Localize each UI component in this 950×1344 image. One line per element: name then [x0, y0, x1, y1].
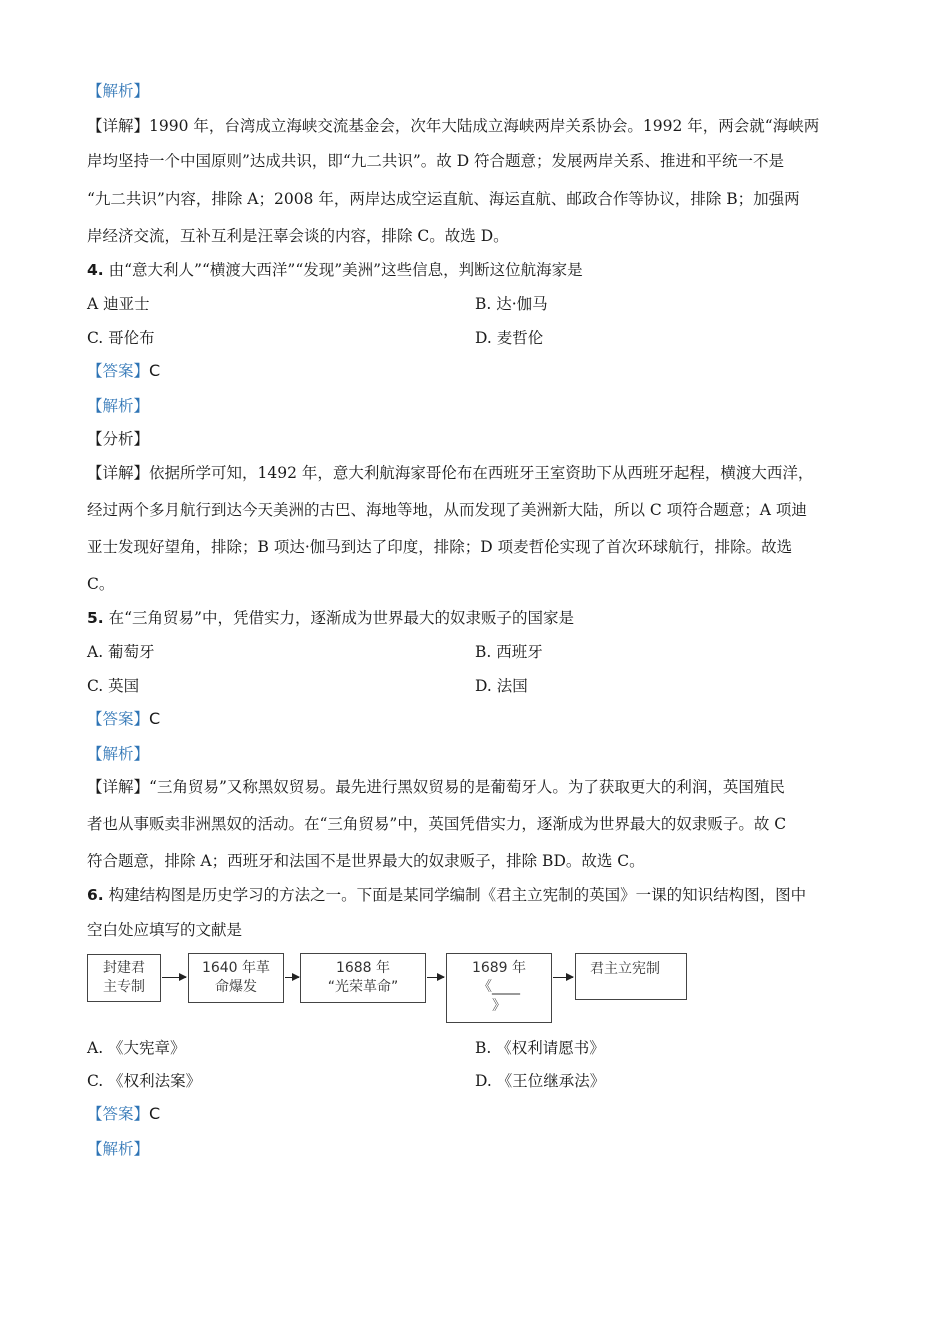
- diagram-box-1689-blank: 1689 年 《____ 》: [446, 953, 552, 1023]
- q4-detail-line-1: 【详解】依据所学可知，1492 年，意大利航海家哥伦布在西班牙王室资助下从西班牙起程，横渡大西洋，: [87, 464, 814, 482]
- q5-detail-line-3: 符合题意，排除 A；西班牙和法国不是世界最大的奴隶贩子，排除 BD。故选 C。: [87, 852, 645, 870]
- diagram-arrow-3: [427, 977, 444, 978]
- q6-answer: 【答案】C: [87, 1104, 161, 1123]
- q3-detail-line-3: “九二共识”内容，排除 A；2008 年，两岸达成空运直航、海运直航、邮政合作等协议，排除 B；加强两: [87, 190, 800, 208]
- q4-option-d: D. 麦哲伦: [475, 329, 544, 347]
- q4-detail-line-4: C。: [87, 575, 115, 593]
- q5-option-d: D. 法国: [475, 677, 528, 695]
- q6-stem-line-1: 6. 构建结构图是历史学习的方法之一。下面是某同学编制《君主立宪制的英国》一课的知识结构图，图中: [87, 886, 807, 904]
- q4-answer: 【答案】C: [87, 361, 161, 380]
- diagram-arrow-4: [553, 977, 573, 978]
- q6-option-c: C. 《权利法案》: [87, 1072, 202, 1090]
- q4-detail-line-2: 经过两个多月航行到达今天美洲的古巴、海地等地，从而发现了美洲新大陆，所以 C 项符合题意；A 项迪: [87, 501, 807, 519]
- q5-detail-line-1: 【详解】“三角贸易”又称黑奴贸易。最先进行黑奴贸易的是葡萄牙人。为了获取更大的利润，英国殖民: [87, 778, 785, 796]
- q6-option-b: B. 《权利请愿书》: [475, 1039, 605, 1057]
- q3-detail-line-2: 岸均坚持一个中国原则”达成共识，即“九二共识”。故 D 符合题意；发展两岸关系、推进和平统一不是: [87, 152, 785, 170]
- q6-stem-line-2: 空白处应填写的文献是: [87, 921, 243, 939]
- jiexi-label-q4: 【解析】: [87, 397, 150, 415]
- q4-option-a: A 迪亚士: [87, 295, 150, 313]
- diagram-arrow-1: [162, 977, 186, 978]
- q5-option-c: C. 英国: [87, 677, 140, 695]
- jiexi-label-q6: 【解析】: [87, 1140, 150, 1158]
- q5-option-b: B. 西班牙: [475, 643, 543, 661]
- diagram-arrow-2: [285, 977, 299, 978]
- q5-option-a: A. 葡萄牙: [87, 643, 155, 661]
- q3-detail-line-4: 岸经济交流，互补互利是汪辜会谈的内容，排除 C。故选 D。: [87, 227, 509, 245]
- q4-stem: 4. 由“意大利人”“横渡大西洋”“发现”美洲”这些信息，判断这位航海家是: [87, 261, 583, 279]
- jiexi-label-q5: 【解析】: [87, 745, 150, 763]
- diagram-box-feudal-monarchy: 封建君 主专制: [87, 954, 161, 1002]
- q5-stem: 5. 在“三角贸易”中，凭借实力，逐渐成为世界最大的奴隶贩子的国家是: [87, 609, 574, 627]
- q6-option-a: A. 《大宪章》: [87, 1039, 186, 1057]
- diagram-box-1688-glorious-revolution: 1688 年 “光荣革命”: [300, 953, 426, 1003]
- jiexi-label-q3: 【解析】: [87, 82, 150, 100]
- diagram-box-constitutional-monarchy: 君主立宪制: [575, 953, 687, 1000]
- q5-answer: 【答案】C: [87, 709, 161, 728]
- diagram-box-1640-revolution: 1640 年革 命爆发: [188, 953, 284, 1003]
- q5-detail-line-2: 者也从事贩卖非洲黑奴的活动。在“三角贸易”中，英国凭借实力，逐渐成为世界最大的奴隶贩子。故 C: [87, 815, 787, 833]
- q4-option-c: C. 哥伦布: [87, 329, 155, 347]
- q6-option-d: D. 《王位继承法》: [475, 1072, 606, 1090]
- q4-option-b: B. 达·伽马: [475, 295, 548, 313]
- q4-detail-line-3: 亚士发现好望角，排除；B 项达·伽马到达了印度，排除；D 项麦哲伦实现了首次环球航行，排除。故选: [87, 538, 793, 556]
- fenxi-label-q4: 【分析】: [87, 430, 150, 448]
- q3-detail-line-1: 【详解】1990 年，台湾成立海峡交流基金会，次年大陆成立海峡两岸关系协会。1992 年，两会就“海峡两: [87, 117, 820, 135]
